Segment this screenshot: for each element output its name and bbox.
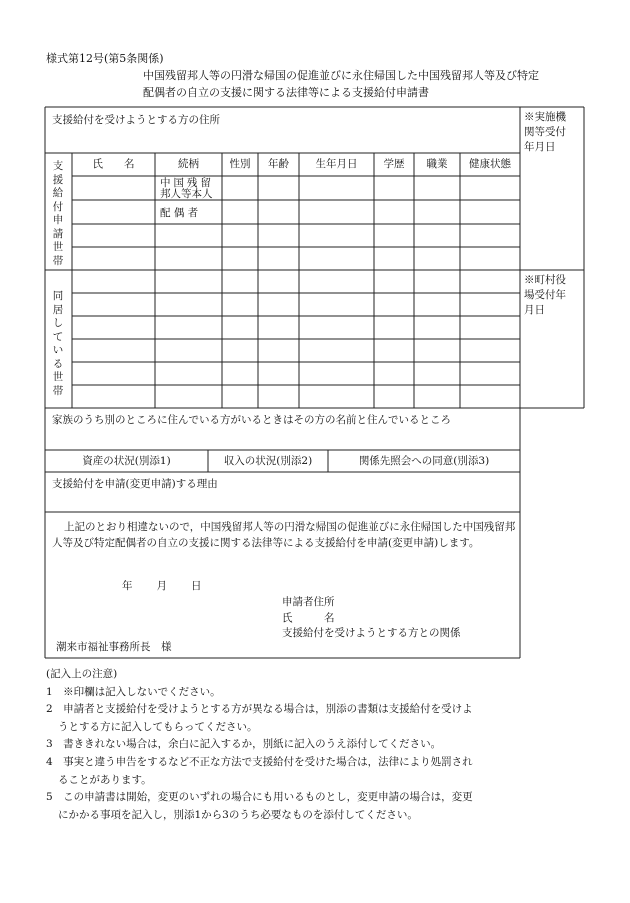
note-5: 5 この申請書は開始，変更のいずれの場合にも用いるものとし，変更申請の場合は，変更 bbox=[46, 791, 473, 804]
attachment-assets: 資産の状況(別添1) bbox=[82, 455, 171, 467]
declaration-text: 上記のとおり相違ないので，中国残留邦人等の円滑な帰国の促進並びに永住帰国した中国残留邦人等及び特定配偶者の自立の支援に関する法律等による支援給付を申請(変更申請)します。 bbox=[52, 521, 516, 549]
header-relation: 続柄 bbox=[178, 158, 199, 170]
note-4: 4 事実と違う申告をするなど不正な方法で支援給付を受けた場合は，法律により処罰され bbox=[46, 755, 473, 768]
applicant-relation-label: 支援給付を受けようとする方との関係 bbox=[282, 627, 461, 639]
notes-title: (記入上の注意) bbox=[46, 668, 118, 680]
note-3: 3 書ききれない場合は，余白に記入するか，別紙に記入のうえ添付してください。 bbox=[46, 738, 442, 751]
note-4-cont: ることがあります。 bbox=[58, 773, 152, 786]
side-note-town-office bbox=[524, 273, 584, 318]
header-health: 健康状態 bbox=[469, 158, 511, 170]
header-age: 年齢 bbox=[268, 158, 289, 170]
vertical-label-applicant-household: 支 援 給 付 申 請 世 帯 bbox=[52, 160, 64, 267]
note-5-cont: にかかる事項を記入し，別添1から3のうち必要なものを添付してください。 bbox=[58, 808, 418, 821]
form-title-line-2: 配偶者の自立の支援に関する法律等による支援給付申請書 bbox=[143, 86, 429, 99]
form-number: 様式第12号(第5条関係) bbox=[46, 52, 164, 65]
note-2-cont: うとする方に記入してもらってください。 bbox=[58, 720, 258, 733]
applicant-name-label: 氏 名 bbox=[282, 612, 335, 624]
header-education: 学歴 bbox=[383, 158, 405, 170]
side-note-reception-agency bbox=[524, 110, 584, 155]
attachment-consent: 関係先照会への同意(別添3) bbox=[358, 455, 490, 467]
note-2: 2 申請者と支援給付を受けようとする方が異なる場合は，別添の書類は支援給付を受けよ bbox=[46, 703, 473, 716]
address-label: 支援給付を受けようとする方の住所 bbox=[52, 114, 220, 126]
attachment-income: 収入の状況(別添2) bbox=[223, 455, 313, 467]
applicant-address-label: 申請者住所 bbox=[282, 596, 335, 608]
header-occupation: 職業 bbox=[426, 158, 448, 170]
side-note-1-line: ※実施機 bbox=[524, 111, 566, 123]
relation-cell-principal: 中国残留 邦人等本人 bbox=[160, 177, 214, 200]
side-note-2-line: ※町村役 bbox=[524, 274, 566, 286]
form-title-line-1: 中国残留邦人等の円滑な帰国の促進並びに永住帰国した中国残留邦人等及び特定 bbox=[143, 69, 539, 82]
vertical-label-cohabiting-household: 同 居 し て い る 世 帯 bbox=[52, 290, 64, 397]
side-note-1-line: 関等受付 bbox=[524, 126, 566, 138]
note-1: 1 ※印欄は記入しないでください。 bbox=[46, 685, 221, 698]
header-sex: 性別 bbox=[229, 158, 251, 170]
side-note-1-line: 年月日 bbox=[524, 141, 556, 153]
addressee: 潮来市福祉事務所長 様 bbox=[56, 641, 172, 653]
header-birthdate: 生年月日 bbox=[315, 158, 358, 170]
date-line: 年 月 日 bbox=[122, 580, 203, 592]
family-elsewhere-label: 家族のうち別のところに住んでいる方がいるときはその方の名前と住んでいるところ bbox=[52, 414, 451, 426]
side-note-2-line: 場受付年 bbox=[524, 289, 566, 301]
header-name: 氏 名 bbox=[92, 158, 135, 170]
side-note-2-line: 月日 bbox=[524, 304, 545, 316]
reason-label: 支援給付を申請(変更申請)する理由 bbox=[52, 478, 218, 490]
notes-section bbox=[46, 666, 526, 824]
relation-cell-spouse: 配 偶 者 bbox=[160, 207, 199, 219]
